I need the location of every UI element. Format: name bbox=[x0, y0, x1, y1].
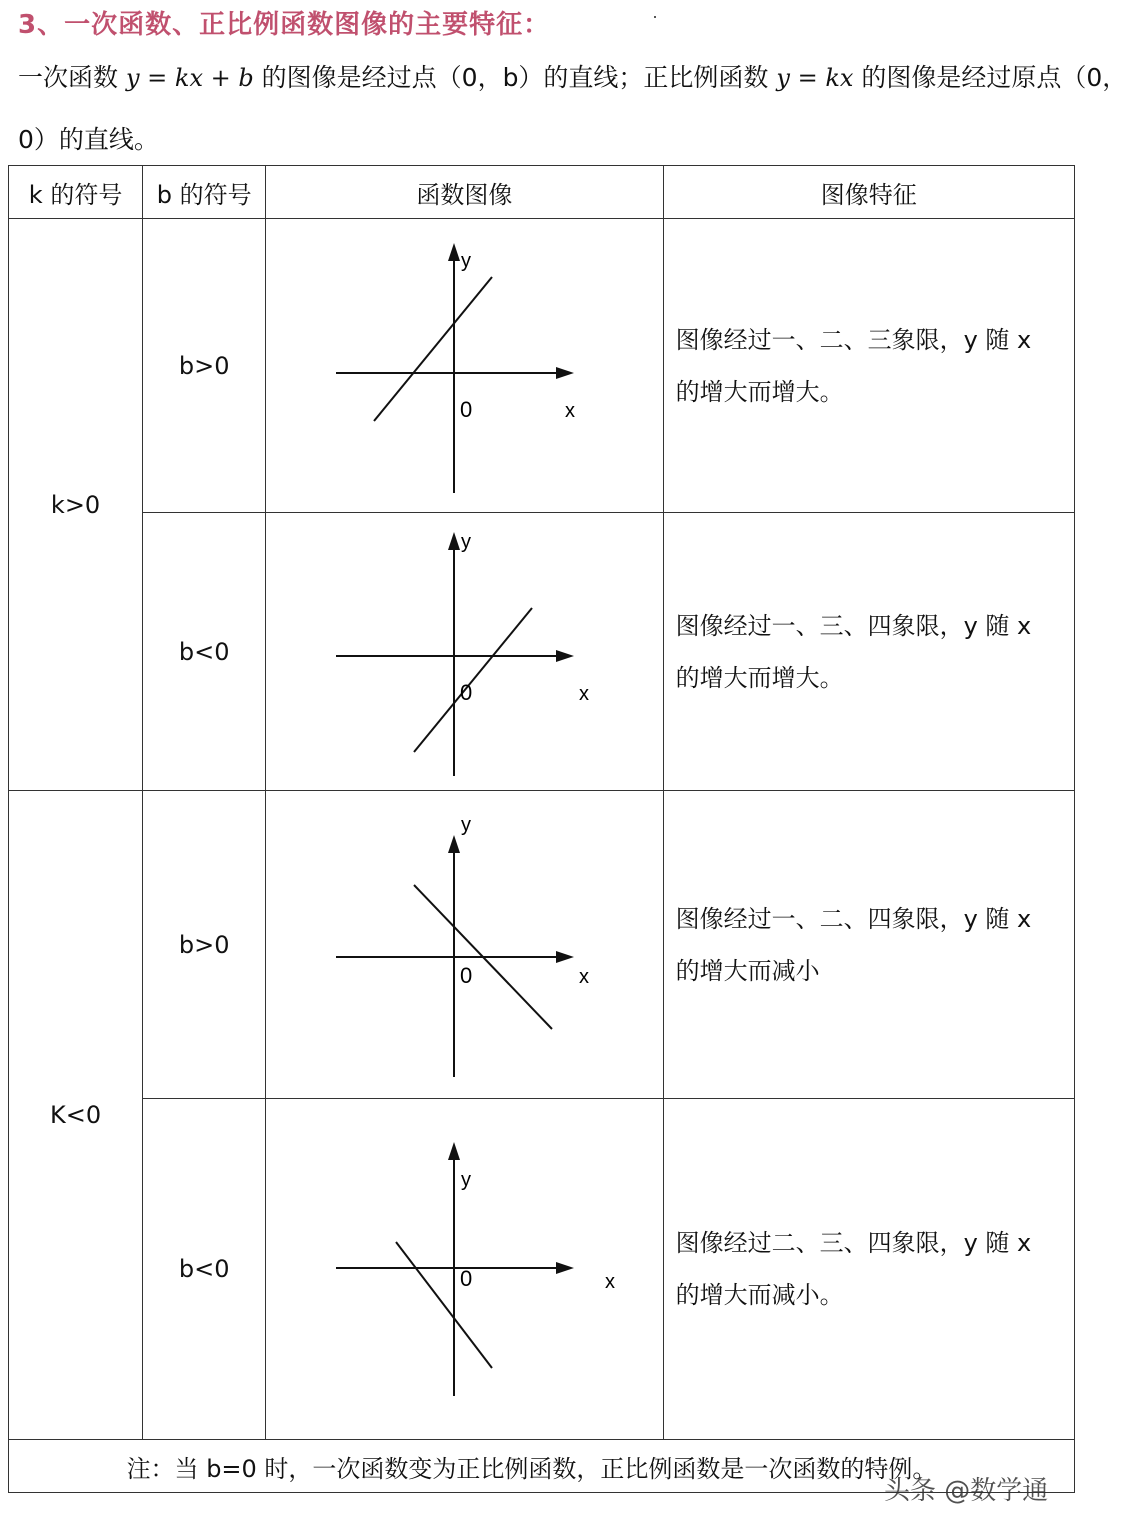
x-arrow-icon bbox=[556, 650, 574, 662]
header-features: 图像特征 bbox=[663, 166, 1074, 219]
intro-text-2: 的图像是经过点（0，b）的直线；正比例函数 bbox=[261, 63, 769, 92]
graph-cell bbox=[266, 219, 663, 513]
origin-label: 0 bbox=[460, 1266, 473, 1291]
feature-line-1: 图像经过一、二、四象限，y 随 x bbox=[675, 904, 1032, 933]
feature-cell bbox=[663, 1099, 1074, 1440]
intro-text-1: 一次函数 bbox=[18, 63, 119, 92]
feature-cell bbox=[663, 791, 1074, 1099]
table-row bbox=[9, 791, 1075, 1099]
x-label: x bbox=[605, 1271, 616, 1293]
x-label: x bbox=[579, 682, 590, 705]
x-arrow-icon bbox=[556, 951, 574, 963]
watermark: 头条 @数学通 bbox=[884, 1476, 1049, 1506]
origin-label: 0 bbox=[460, 396, 473, 422]
function-line bbox=[396, 1242, 492, 1368]
x-label: x bbox=[579, 965, 590, 988]
feature-line-2: 的增大而增大。 bbox=[675, 663, 844, 692]
header-graph: 函数图像 bbox=[266, 166, 663, 219]
y-arrow-icon bbox=[448, 243, 460, 261]
y-label: y bbox=[461, 813, 472, 836]
features-table bbox=[8, 165, 1075, 1493]
intro-line-1 bbox=[18, 60, 1127, 96]
intro-line-2: 0）的直线。 bbox=[18, 125, 159, 154]
y-label: y bbox=[461, 530, 472, 553]
feature-line-1: 图像经过二、三、四象限，y 随 x bbox=[675, 1229, 1032, 1257]
graph-falling-negative-intercept bbox=[314, 1134, 614, 1404]
graph-rising-negative-intercept bbox=[334, 522, 594, 782]
table-header-row bbox=[9, 166, 1075, 219]
b-sign-cell: b>0 bbox=[143, 219, 266, 513]
graph-cell bbox=[266, 791, 663, 1099]
table-row bbox=[9, 513, 1075, 791]
graph-cell bbox=[266, 513, 663, 791]
feature-line-2: 的增大而减小 bbox=[675, 956, 820, 985]
b-sign-cell: b<0 bbox=[143, 513, 266, 791]
origin-label: 0 bbox=[460, 962, 473, 988]
graph-rising-positive-intercept bbox=[334, 231, 594, 501]
feature-cell bbox=[663, 219, 1074, 513]
b-sign-cell: b>0 bbox=[143, 791, 266, 1099]
graph-falling-positive-intercept bbox=[334, 805, 594, 1085]
feature-line-1: 图像经过一、二、三象限，y 随 x bbox=[675, 325, 1032, 354]
formula-linear: y = kx + b bbox=[125, 64, 254, 92]
x-label: x bbox=[565, 399, 576, 422]
k-positive-cell: k>0 bbox=[9, 219, 143, 791]
table-row bbox=[9, 219, 1075, 513]
formula-proportional: y = kx bbox=[776, 64, 854, 92]
note-text: 注：当 b=0 时，一次函数变为正比例函数，正比例函数是一次函数的特例。 bbox=[126, 1454, 937, 1483]
y-arrow-icon bbox=[448, 532, 460, 550]
feature-line-1: 图像经过一、三、四象限，y 随 x bbox=[675, 611, 1032, 640]
intro-text-3: 的图像是经过原点（0， bbox=[861, 63, 1127, 92]
y-label: y bbox=[461, 249, 472, 272]
section-heading: 3、一次函数、正比例函数图像的主要特征： bbox=[18, 10, 551, 40]
k-negative-cell: K<0 bbox=[9, 791, 143, 1440]
y-label: y bbox=[461, 1169, 472, 1191]
function-line bbox=[414, 608, 532, 752]
header-b-sign: b 的符号 bbox=[143, 166, 266, 219]
y-arrow-icon bbox=[448, 1142, 460, 1160]
feature-line-2: 的增大而减小。 bbox=[675, 1281, 844, 1309]
feature-line-2: 的增大而增大。 bbox=[675, 377, 844, 406]
x-arrow-icon bbox=[556, 1262, 574, 1274]
function-line bbox=[374, 277, 492, 421]
feature-cell bbox=[663, 513, 1074, 791]
origin-label: 0 bbox=[460, 679, 473, 705]
graph-cell bbox=[266, 1099, 663, 1440]
stray-dot bbox=[654, 16, 656, 18]
table-row bbox=[9, 1099, 1075, 1440]
b-sign-cell: b<0 bbox=[143, 1099, 266, 1440]
x-arrow-icon bbox=[556, 367, 574, 379]
header-k-sign: k 的符号 bbox=[9, 166, 143, 219]
y-arrow-icon bbox=[448, 835, 460, 853]
